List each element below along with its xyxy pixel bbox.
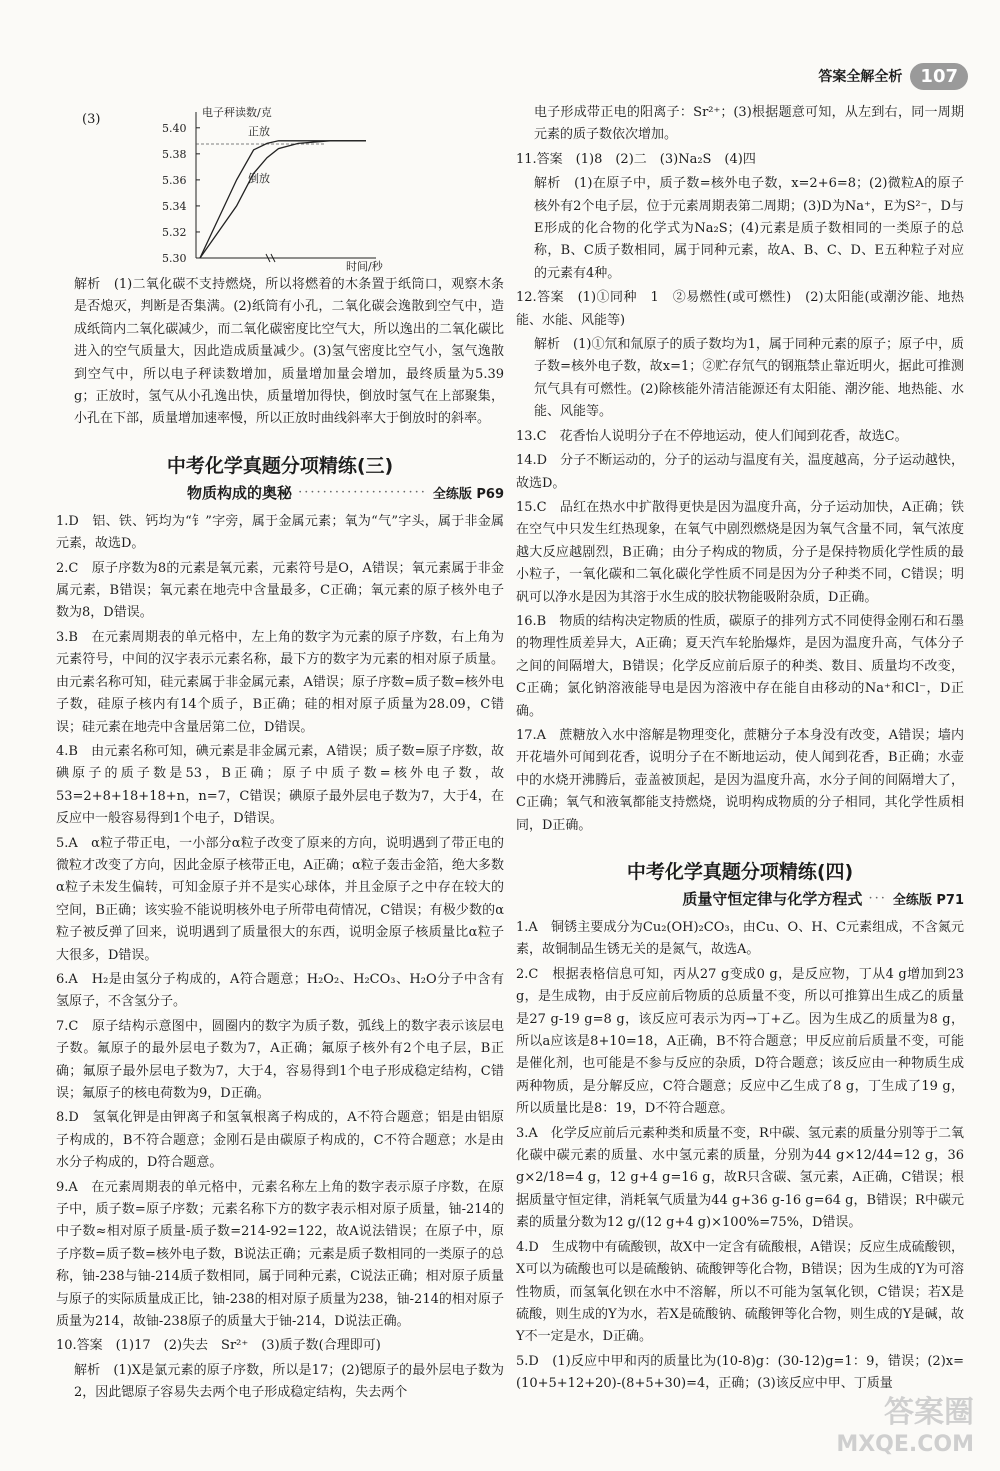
answer-11-explanation: 解析 (1)在原子中，质子数=核外电子数，x=2+6=8；(2)微粒A的原子核外有2个电子层，位于元素周期表第二周期；(3)D为Na⁺，E为S²⁻，D与E形成的化合物的化学式为Na₂S；(4)元素是质子数相同的一类原子的总称，B、C质子数相同，属于同种元素，故A、B、C、D、E五种粒子对应的元素有4种。 bbox=[534, 176, 964, 281]
y-tick-label: 5.30 bbox=[162, 252, 187, 265]
subsection-header-3 bbox=[56, 482, 504, 503]
subsection-ref-4: 全练版 P71 bbox=[892, 893, 964, 908]
answer-11-answer: 11.答案 (1)8 (2)二 (3)Na₂S (4)四 bbox=[516, 151, 756, 167]
subsection-title-3: 物质构成的奥秘 bbox=[187, 483, 293, 502]
watermark-url: MXQE.COM bbox=[836, 1432, 974, 1457]
subsection-header-4 bbox=[516, 888, 964, 909]
answer-15: 15.C 品红在热水中扩散得更快是因为温度升高，分子运动加快，A正确；铁在空气中只发生红热现象，在氧气中剧烈燃烧是因为氧气含量不同，氧气浓度越大反应越剧烈，B正确；由分子构成的物质，分子是保持物质化学性质的最小粒子，一氧化碳和二氧化碳化学性质不同是因为分子种类不同，C错误；明矾可以净水是因为其溶于水生成的胶状物能吸附杂质，D正确。 bbox=[516, 499, 964, 605]
chart-ylabel: 电子秤读数/克 bbox=[202, 106, 272, 119]
series-inverted-line bbox=[200, 141, 366, 258]
answer-17: 17.A 蔗糖放入水中溶解是物理变化，蔗糖分子本身没有改变，A错误；墙内开花墙外可闻到花香，说明分子在不断地运动，使人闻到花香，B正确；水壶中的水烧开沸腾后，壶盖被顶起，是因为温度升高，水分子间的间隔增大了，C正确；氧气和液氧都能支持燃烧，说明构成物质的分子相同，其化学性质相同，D正确。 bbox=[516, 727, 964, 833]
y-tick-label: 5.40 bbox=[162, 121, 187, 135]
answer-7: 7.C 原子结构示意图中，圆圈内的数字为质子数，弧线上的数字表示该层电子数。氟原子的最外层电子数为7，A正确；氟原子核外有2个电子层，B正确；氟原子最外层电子数为7，大于4，容易得到1个电子形成稳定结构，C错误；氟原子的核电荷数为9，D正确。 bbox=[56, 1018, 504, 1101]
answer-14: 14.D 分子不断运动的，分子的运动与温度有关，温度越高，分子运动越快，故选D。 bbox=[516, 453, 964, 491]
answer-4: 4.B 由元素名称可知，碘元素是非金属元素，A错误；质子数=原子序数，故碘原子的质子数是53，B正确；原子中质子数=核外电子数，故53=2+8+18+18+n，n=7，C错误；碘原子最外层电子数为7，大于4，在反应中一般容易得到1个电子，D错误。 bbox=[56, 743, 504, 827]
y-tick-label: 5.34 bbox=[162, 199, 187, 213]
leader-dots: ··· bbox=[868, 891, 887, 906]
leader-dots: ····················· bbox=[298, 484, 427, 500]
answer-16: 16.B 物质的结构决定物质的性质，碳原子的排列方式不同使得金刚石和石墨的物理性质差异大，A正确；夏天汽车轮胎爆炸，是因为温度升高，气体分子之间的间隔增大，B错误；化学反应前后原子的种类、数目、质量均不改变，C正确；氯化钠溶液能导电是因为溶液中存在能自由移动的Na⁺和Cl⁻，D正确。 bbox=[516, 613, 964, 719]
answer-5: 5.A α粒子带正电，一小部分α粒子改变了原来的方向，说明遇到了带正电的微粒才改变了方向，因此金原子核带正电，A正确；α粒子轰击金箔，绝大多数α粒子未发生偏转，可知金原子并不是实心球体，并且金原子之中存在较大的空间，B正确；该实验不能说明核外电子所带电荷情况，C错误；有极少数的α粒子被反弹了回来，说明遇到了质量很大的东西，说明金原子核质量比α粒子大很多，D错误。 bbox=[56, 835, 504, 963]
y-tick-label: 5.38 bbox=[162, 147, 187, 161]
answer-10-answer: 10.答案 (1)17 (2)失去 Sr²⁺ (3)质子数(合理即可) bbox=[56, 1338, 381, 1354]
answer-4-5: 5.D (1)反应中甲和丙的质量比为(10-8)g：(30-12)g=1：9，错误；(2)x=(10+5+12+20)-(8+5+30)=4，正确；(3)该反应中甲、丁质量 bbox=[516, 1353, 964, 1392]
answer-8: 8.D 氢氧化钾是由钾离子和氢氧根离子构成的，A不符合题意；铝是由铝原子构成的，B不符合题意；金刚石是由碳原子构成的，C不符合题意；水是由水分子构成的，D符合题意。 bbox=[56, 1110, 504, 1171]
header-title: 答案全解全析 bbox=[818, 69, 903, 85]
answer-12-answer: 12.答案 (1)①同种 1 ②易燃性(或可燃性) (2)太阳能(或潮汐能、地热能、水能、风能等) bbox=[516, 290, 964, 328]
answer-6: 6.A H₂是由氢分子构成的，A符合题意；H₂O₂、H₂CO₃、H₂O分子中含有氢原子，不含氢分子。 bbox=[56, 971, 504, 1010]
q3-explanation: 解析 (1)二氧化碳不支持燃烧，所以将燃着的木条置于纸筒口，观察木条是否熄灭，判断是否集满。(2)纸筒有小孔，二氧化碳会逸散到空气中，造成纸筒内二氧化碳减少，而二氧化碳密度比空气大，所以逸出的二氧化碳比进入的空气质量大，因此造成质量减少。(3)氢气密度比空气小，氢气逸散到空气中，所以电子秤读数增加，质量增加量会增加，最终质量为5.39 g；正放时，氢气从小孔逸出快，质量增加得快，倒放时氢气在上部聚集，小孔在下部，质量增加速率慢，所以正放时曲线斜率大于倒放时的斜率。 bbox=[74, 277, 504, 427]
chart-question-label: (3) bbox=[82, 112, 101, 127]
answer-4-3: 3.A 化学反应前后元素种类和质量不变，R中碳、氢元素的质量分别等于二氧化碳中碳元素的质量、水中氢元素的质量，分别为44 g×12/44=12 g，36 g×2/18=4 g，12 g+4 g=16 g，故R只含碳、氢元素，A正确，C错误；根据质量守恒定律，消耗氧气质量为44 g+36 g-16 g=64 g，B错误；R中碳元素的质量分数为12 g/(12 g+4 g)×100%=75%，D错误。 bbox=[516, 1125, 964, 1231]
line-chart bbox=[56, 102, 504, 272]
answer-1: 1.D 铝、铁、钙均为“钅”字旁，属于金属元素；氧为“气”字头，属于非金属元素，故选D。 bbox=[56, 513, 504, 552]
section-title-4: 中考化学真题分项精练(四) bbox=[626, 861, 854, 883]
chart-svg bbox=[136, 102, 436, 272]
answer-10-explanation: 解析 (1)X是氯元素的原子序数，所以是17；(2)锶原子的最外层电子数为2，因此锶原子容易失去两个电子形成稳定结构，失去两个 bbox=[74, 1362, 504, 1401]
chart-xlabel: 时间/秒 bbox=[346, 260, 383, 272]
answer-2: 2.C 原子序数为8的元素是氧元素，元素符号是O，A错误；氧元素属于非金属元素，B错误；氧元素在地壳中含量最多，C正确；氧元素的原子核外电子数为8，D错误。 bbox=[56, 560, 504, 621]
answer-4-2: 2.C 根据表格信息可知，丙从27 g变成0 g，是反应物，丁从4 g增加到23 g，是生成物，由于反应前后物质的总质量不变，所以可推算出生成乙的质量是27 g-19 g=8 g，该反应可表示为丙→丁+乙。因为生成乙的质量为8 g，所以a应该是8+10=18，A正确，B不符合题意；甲反应前后质量不变，可能是催化剂，也可能是不参与反应的杂质，D符合题意；该反应由一种物质生成两种物质，是分解反应，C符合题意；反应中乙生成了8 g，丁生成了19 g，所以质量比是8：19，D不符合题意。 bbox=[516, 966, 964, 1117]
answer-13: 13.C 花香怡人说明分子在不停地运动，使人们闻到花香，故选C。 bbox=[516, 428, 908, 444]
series-upright-line bbox=[200, 141, 366, 258]
answer-4-4: 4.D 生成物中有硫酸钡，故X中一定含有硫酸根，A错误；反应生成硫酸钡，X可以为硫酸也可以是硫酸钠、硫酸钾等化合物，B错误；因为生成的Y为可溶性物质，而氢氧化钡在水中不溶解，所以不可能为氢氧化钡，C错误；若X是硫酸，则生成的Y为水，若X是硫酸钠、硫酸钾等化合物，则生成的Y是碱，故Y不一定是水，D正确。 bbox=[516, 1239, 964, 1345]
page-header bbox=[818, 56, 968, 96]
series-upright-label: 正放 bbox=[248, 125, 270, 138]
left-column bbox=[56, 102, 504, 1407]
series-inverted-label: 倒放 bbox=[248, 172, 270, 185]
answer-4-1: 1.A 铜锈主要成分为Cu₂(OH)₂CO₃，由Cu、O、H、C元素组成，不含氮元素，故铜制品生锈无关的是氮气，故选A。 bbox=[516, 920, 964, 958]
answer-3: 3.B 在元素周期表的单元格中，左上角的数字为元素的原子序数，右上角为元素符号，中间的汉字表示元素名称，最下方的数字为元素的相对原子质量。由元素名称可知，硅元素属于非金属元素，A错误；原子序数=质子数=核外电子数，硅原子核内有14个质子，B正确；硅的相对原子质量为28.09，C错误；硅元素在地壳中含量居第二位，D错误。 bbox=[56, 629, 504, 735]
section-header-3 bbox=[56, 451, 504, 478]
y-tick-label: 5.32 bbox=[162, 225, 187, 239]
y-tick-label: 5.36 bbox=[162, 173, 187, 187]
answer-10-continued: 电子形成带正电的阳离子：Sr²⁺；(3)根据题意可知，从左到右，同一周期元素的质子数依次增加。 bbox=[534, 105, 964, 143]
answer-9: 9.A 在元素周期表的单元格中，元素名称左上角的数字表示原子序数，在原子中，质子数=原子序数；元素名称下方的数字表示相对原子质量，铀-214的中子数≈相对原子质量-质子数=214-92=122，故A说法错误；在原子中，原子序数=质子数=核外电子数，B说法正确；元素是质子数相同的一类原子的总称，铀-238与铀-214质子数相同，属于同种元素，C说法正确；相对原子质量与原子的实际质量成正比，铀-238的相对原子质量为238，铀-214的相对原子质量为214，故铀-238原子的质量大于铀-214，D说法正确。 bbox=[56, 1179, 504, 1330]
answer-12-explanation: 解析 (1)①氘和氚原子的质子数均为1，属于同种元素的原子；原子中，质子数=核外电子数，故x=1；②贮存氘气的钢瓶禁止靠近明火，据此可推测氘气具有可燃性。(2)除核能外清洁能源还有太阳能、潮汐能、地热能、水能、风能等。 bbox=[534, 337, 964, 420]
right-column bbox=[516, 102, 964, 1398]
subsection-title-4: 质量守恒定律与化学方程式 bbox=[682, 890, 863, 908]
section-header-4 bbox=[516, 857, 964, 884]
section-title-3: 中考化学真题分项精练(三) bbox=[166, 454, 394, 477]
subsection-ref-3: 全练版 P69 bbox=[432, 486, 504, 502]
watermark-logo-text: 答案圈 bbox=[884, 1395, 974, 1430]
page-number: 107 bbox=[910, 63, 968, 90]
watermark bbox=[836, 1397, 974, 1461]
